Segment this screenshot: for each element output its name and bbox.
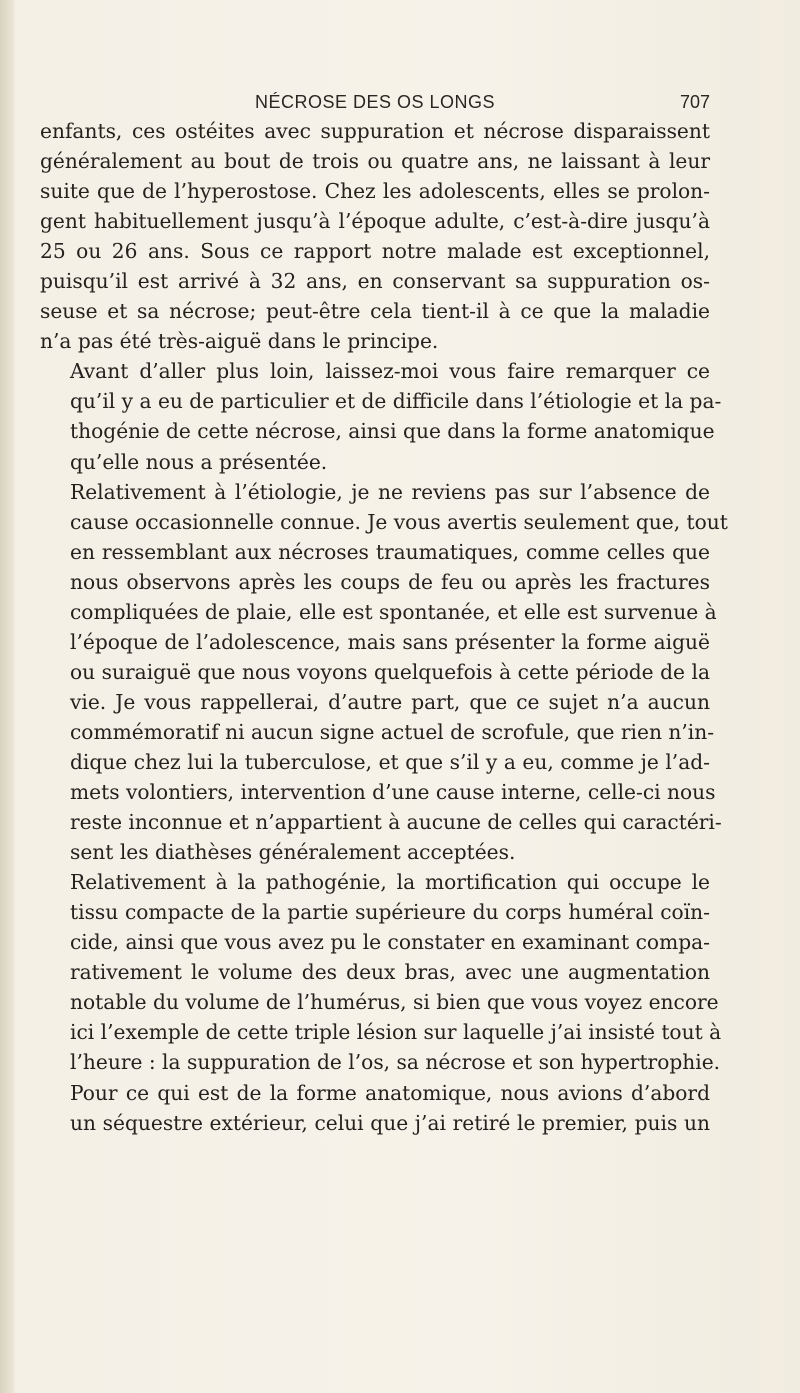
running-head [40, 92, 710, 118]
text-line: thogénie de cette nécrose, ainsi que dans la forme anatomique [70, 419, 715, 444]
paragraph-1 [40, 116, 710, 356]
text-line: Avant d’aller plus loin, laissez-moi vous faire remarquer ce [70, 359, 710, 384]
text-line: Pour ce qui est de la forme anatomique, nous avions d’abord [70, 1080, 710, 1105]
text-line: gent habituellement jusqu’à l’époque adulte, c’est-à-dire jusqu’à [40, 209, 710, 234]
text-line: Relativement à l’étiologie, je ne reviens pas sur l’absence de [70, 479, 710, 504]
text-line: cause occasionnelle connue. Je vous avertis seulement que, tout [70, 509, 728, 534]
text-line: dique chez lui la tuberculose, et que s’il y a eu, comme je l’ad- [70, 749, 710, 774]
page-gutter [0, 0, 14, 1393]
paragraph-3 [40, 477, 728, 868]
text-line: tissu compacte de la partie supérieure du corps huméral coïn- [70, 900, 710, 925]
text-line: en ressemblant aux nécroses traumatiques, comme celles que [70, 539, 710, 564]
text-line: un séquestre extérieur, celui que j’ai retiré le premier, puis un [70, 1110, 710, 1135]
text-line: qu’elle nous a présentée. [70, 449, 328, 474]
text-line: nous observons après les coups de feu ou après les fractures [70, 569, 710, 594]
text-line: l’époque de l’adolescence, mais sans présenter la forme aiguë [70, 629, 710, 654]
text-line: sent les diathèses généralement acceptées. [70, 840, 516, 865]
text-line: 25 ou 26 ans. Sous ce rapport notre malade est exceptionnel, [40, 239, 710, 264]
text-line: l’heure : la suppuration de l’os, sa nécrose et son hypertrophie. [70, 1050, 721, 1075]
text-line: ou suraiguë que nous voyons quelquefois à cette période de la [70, 659, 710, 684]
text-line: suite que de l’hyperostose. Chez les adolescents, elles se prolon- [40, 179, 710, 204]
text-line: notable du volume de l’humérus, si bien que vous voyez encore [70, 990, 719, 1015]
text-line: seuse et sa nécrose; peut-être cela tient-il à ce que la maladie [40, 299, 710, 324]
paragraph-2 [40, 356, 722, 476]
paragraph-5 [40, 1078, 710, 1138]
text-line: mets volontiers, intervention d’une cause interne, celle-ci nous [70, 780, 716, 805]
body-text [40, 116, 728, 1138]
text-line: généralement au bout de trois ou quatre ans, ne laissant à leur [40, 149, 710, 174]
text-line: enfants, ces ostéites avec suppuration et nécrose disparaissent [40, 119, 710, 143]
text-line: commémoratif ni aucun signe actuel de scrofule, que rien n’in- [70, 719, 715, 744]
text-line: n’a pas été très-aiguë dans le principe. [40, 329, 439, 354]
text-line: rativement le volume des deux bras, avec une augmentation [70, 960, 710, 985]
running-title: NÉCROSE DES OS LONGS [254, 92, 496, 112]
text-line: ici l’exemple de cette triple lésion sur laquelle j’ai insisté tout à [70, 1020, 722, 1045]
text-line: reste inconnue et n’appartient à aucune de celles qui caractéri- [70, 810, 722, 835]
text-line: qu’il y a eu de particulier et de difficile dans l’étiologie et la pa- [70, 389, 722, 414]
text-line: cide, ainsi que vous avez pu le constater en examinant compa- [70, 930, 710, 955]
text-line: vie. Je vous rappellerai, d’autre part, que ce sujet n’a aucun [70, 689, 710, 714]
page-number: 707 [679, 92, 710, 112]
text-line: Relativement à la pathogénie, la mortification qui occupe le [70, 870, 710, 895]
text-line: compliquées de plaie, elle est spontanée, et elle est survenue à [70, 599, 717, 624]
text-line: puisqu’il est arrivé à 32 ans, en conservant sa suppuration os- [40, 269, 710, 294]
paragraph-4 [40, 867, 722, 1077]
